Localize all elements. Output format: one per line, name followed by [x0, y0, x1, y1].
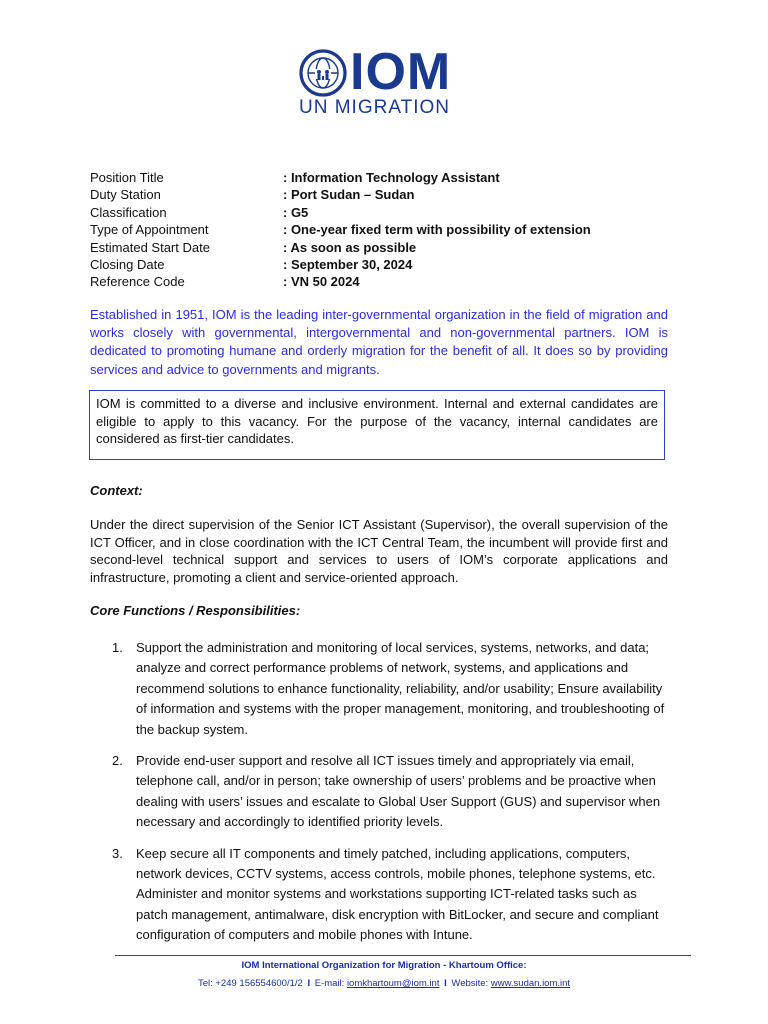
list-item-text: Support the administration and monitoring of local services, systems, networks, and data; analyze and correct performance problems of network, systems, and applications and recommend solutions to enhance functionality, reliability, and/or usability; Ensure availability of information and systems with the proper management, monitoring, and troubleshooting of the backup system.: [136, 640, 665, 737]
list-item-text: Keep secure all IT components and timely patched, including applications, computers, network devices, CCTV systems, access controls, mobile phones, telephone systems, etc. Administer and monitor systems and workstations supporting ICT-related tasks such as patch management, antimalware, disk encryption with BitLocker, and secure and compliant configuration of computers and mobile phones with Intune.: [136, 845, 659, 943]
info-row: [90, 221, 690, 238]
iom-logo: [298, 42, 468, 118]
info-row: [90, 169, 690, 186]
list-item-number: 2.: [112, 753, 123, 769]
footer-office: IOM International Organization for Migration - Khartoum Office:: [241, 960, 527, 971]
info-value: : Port Sudan – Sudan: [283, 187, 415, 203]
footer-separator: I: [307, 978, 311, 989]
info-label: Reference Code: [90, 274, 185, 290]
info-value: : One-year fixed term with possibility of extension: [283, 222, 591, 238]
diversity-statement-box: IOM is committed to a diverse and inclusive environment. Internal and external candidates are eligible to apply to this vacancy. For the purpose of the vacancy, internal candidates are considered as first-tier candidates.: [89, 390, 665, 460]
info-value: : Information Technology Assistant: [283, 170, 500, 185]
context-paragraph: Under the direct supervision of the Senior ICT Assistant (Supervisor), the overall supervision of the ICT Officer, and in close coordination with the ICT Central Team, the incumbent will provide first and second-level technical support and services to users of IOM’s corporate applications and infrastructure, promoting a client and service-oriented approach.: [90, 517, 668, 585]
info-value: : G5: [283, 204, 309, 220]
list-item: [112, 844, 672, 946]
info-value: : As soon as possible: [283, 239, 417, 255]
footer-website-link[interactable]: www.sudan.iom.int: [490, 978, 571, 989]
responsibilities-list: [112, 638, 672, 946]
intro-paragraph: Established in 1951, IOM is the leading inter-governmental organization in the field of migration and works closely with governmental, intergovernmental and non-governmental partners. IOM is dedicated to promoting humane and orderly migration for the benefit of all. It does so by providing services and advice to governments and migrants.: [90, 307, 668, 377]
vacancy-info-table: [90, 169, 690, 291]
context-heading: Context:: [90, 483, 143, 498]
footer-tel: Tel: +249 156554600/1/2: [197, 978, 303, 989]
info-value: : VN 50 2024: [283, 274, 360, 290]
info-label: Type of Appointment: [90, 222, 209, 238]
footer-separator: I: [444, 978, 447, 989]
info-row: [90, 186, 690, 203]
info-row: [90, 204, 690, 221]
info-label: Duty Station: [90, 187, 161, 203]
footer-email-label: E-mail:: [314, 978, 345, 989]
info-label: Closing Date: [90, 256, 165, 272]
info-row: [90, 256, 690, 273]
list-item-number: 3.: [112, 845, 123, 861]
logo-subtitle: UN MIGRATION: [299, 97, 450, 118]
un-globe-icon: [298, 48, 348, 98]
list-item: [112, 638, 672, 740]
footer-email-link[interactable]: iomkhartoum@iom.int: [346, 978, 440, 989]
info-row: [90, 239, 690, 256]
footer-divider: [115, 955, 691, 956]
info-label: Position Title: [90, 170, 164, 185]
info-row: [90, 273, 690, 290]
list-item: [112, 751, 672, 833]
list-item-number: 1.: [112, 640, 123, 655]
list-item-text: Provide end-user support and resolve all ICT issues timely and appropriately via email, telephone call, and/or in person; take ownership of users’ problems and be proactive when dealing with users’ issues and escalate to Global User Support (GUS) and supervisor when necessary and accordingly to identified priority levels.: [136, 753, 661, 830]
footer-website-label: Website:: [451, 978, 489, 989]
info-label: Classification: [90, 204, 167, 220]
info-value: : September 30, 2024: [283, 256, 413, 272]
logo-title: IOM: [350, 43, 452, 101]
core-functions-heading: Core Functions / Responsibilities:: [90, 603, 301, 618]
info-label: Estimated Start Date: [90, 239, 210, 255]
footer-contact: [0, 978, 768, 989]
